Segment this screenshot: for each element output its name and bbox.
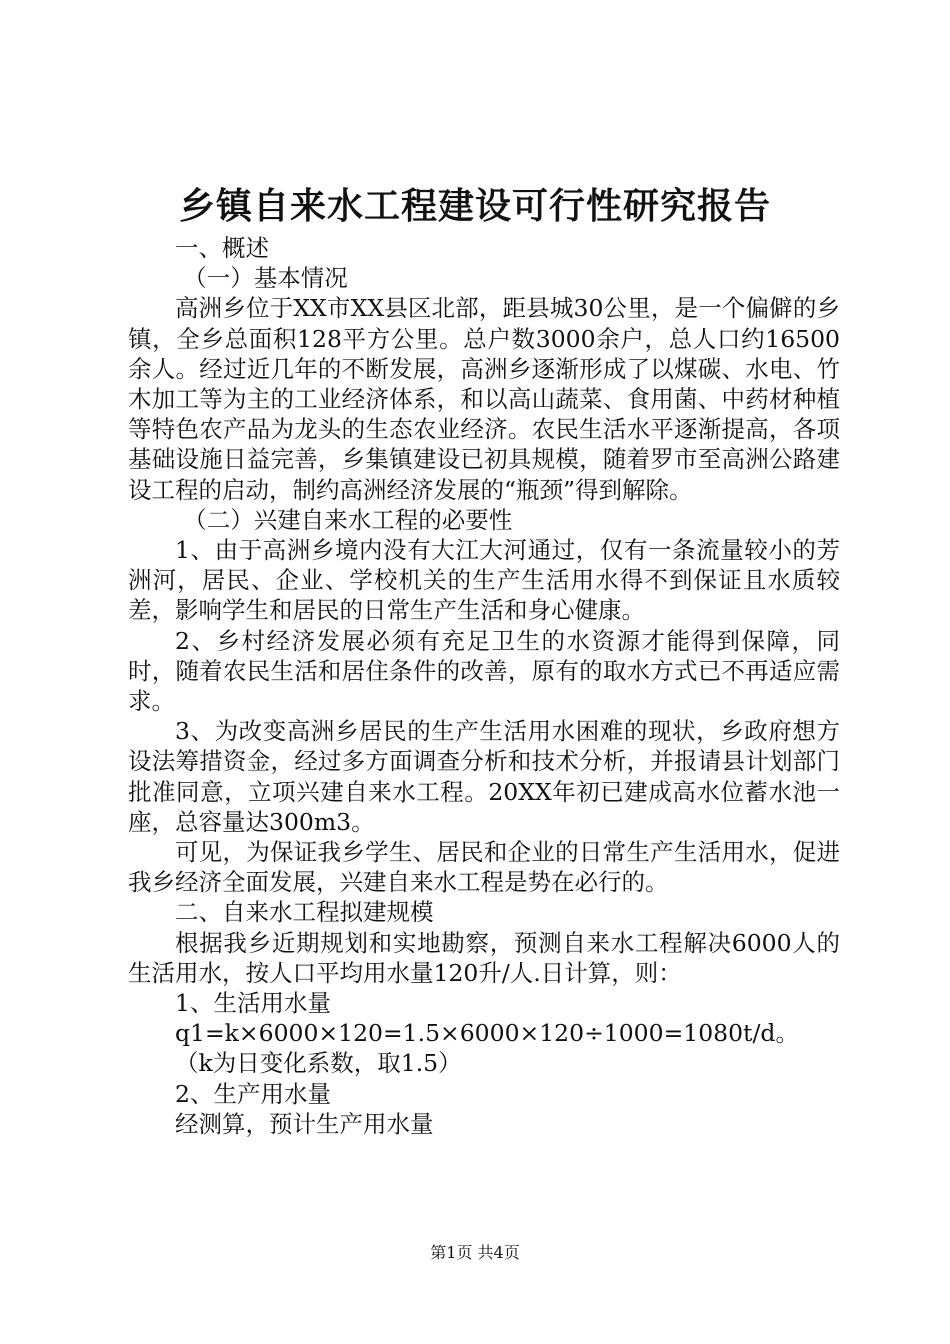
document-body (128, 233, 840, 1139)
formula-domestic-water: q1=k×6000×120=1.5×6000×120÷1000=1080t/d。 (175, 1019, 799, 1048)
subsection-heading-necessity: （二）兴建自来水工程的必要性 (183, 505, 513, 534)
paragraph-production-water: 经测算，预计生产用水量 (175, 1109, 434, 1138)
paragraph-necessity-1: 1、由于高洲乡境内没有大江大河通过，仅有一条流量较小的芳洲河，居民、企业、学校机关的生产生活用水得不到保证且水质较差，影响学生和居民的日常生产生活和身心健康。 (128, 536, 840, 625)
formula-note: （k为日变化系数，取1.5） (175, 1049, 462, 1078)
paragraph-scale: 根据我乡近期规划和实地勘察，预测自来水工程解决6000人的生活用水，按人口平均用水量120升/人.日计算，则： (128, 928, 840, 987)
section-heading-scale: 二、自来水工程拟建规模 (175, 898, 434, 927)
subsection-heading-basic-info: （一）基本情况 (183, 264, 348, 293)
item-heading-domestic-water: 1、生活用水量 (175, 989, 331, 1018)
document-title: 乡镇自来水工程建设可行性研究报告 (178, 185, 771, 227)
paragraph-basic-info: 高洲乡位于XX市XX县区北部，距县城30公里，是一个偏僻的乡镇，全乡总面积128平方公里。总户数3000余户，总人口约16500余人。经过近几年的不断发展，高洲乡逐渐形成了以煤碳、水电、竹木加工等为主的工业经济体系，和以高山蔬菜、食用菌、中药材种植等特色农产品为龙头的生态农业经济。农民生活水平逐渐提高，各项基础设施日益完善，乡集镇建设已初具规模，随着罗市至高洲公路建设工程的启动，制约高洲经济发展的“瓶颈”得到解除。 (128, 294, 840, 504)
paragraph-conclusion: 可见，为保证我乡学生、居民和企业的日常生产生活用水，促进我乡经济全面发展，兴建自来水工程是势在必行的。 (128, 838, 840, 897)
section-heading-overview: 一、概述 (175, 234, 269, 262)
paragraph-necessity-2: 2、乡村经济发展必须有充足卫生的水资源才能得到保障，同时，随着农民生活和居住条件的改善，原有的取水方式已不再适应需求。 (128, 626, 840, 716)
page-number-footer: 第1页 共4页 (430, 1243, 520, 1262)
paragraph-necessity-3: 3、为改变高洲乡居民的生产生活用水困难的现状，乡政府想方设法筹措资金，经过多方面调查分析和技术分析，并报请县计划部门批准同意，立项兴建自来水工程。20XX年初已建成高水位蓄水池一座，总容量达300m3。 (128, 717, 840, 836)
item-heading-production-water: 2、生产用水量 (175, 1079, 331, 1108)
